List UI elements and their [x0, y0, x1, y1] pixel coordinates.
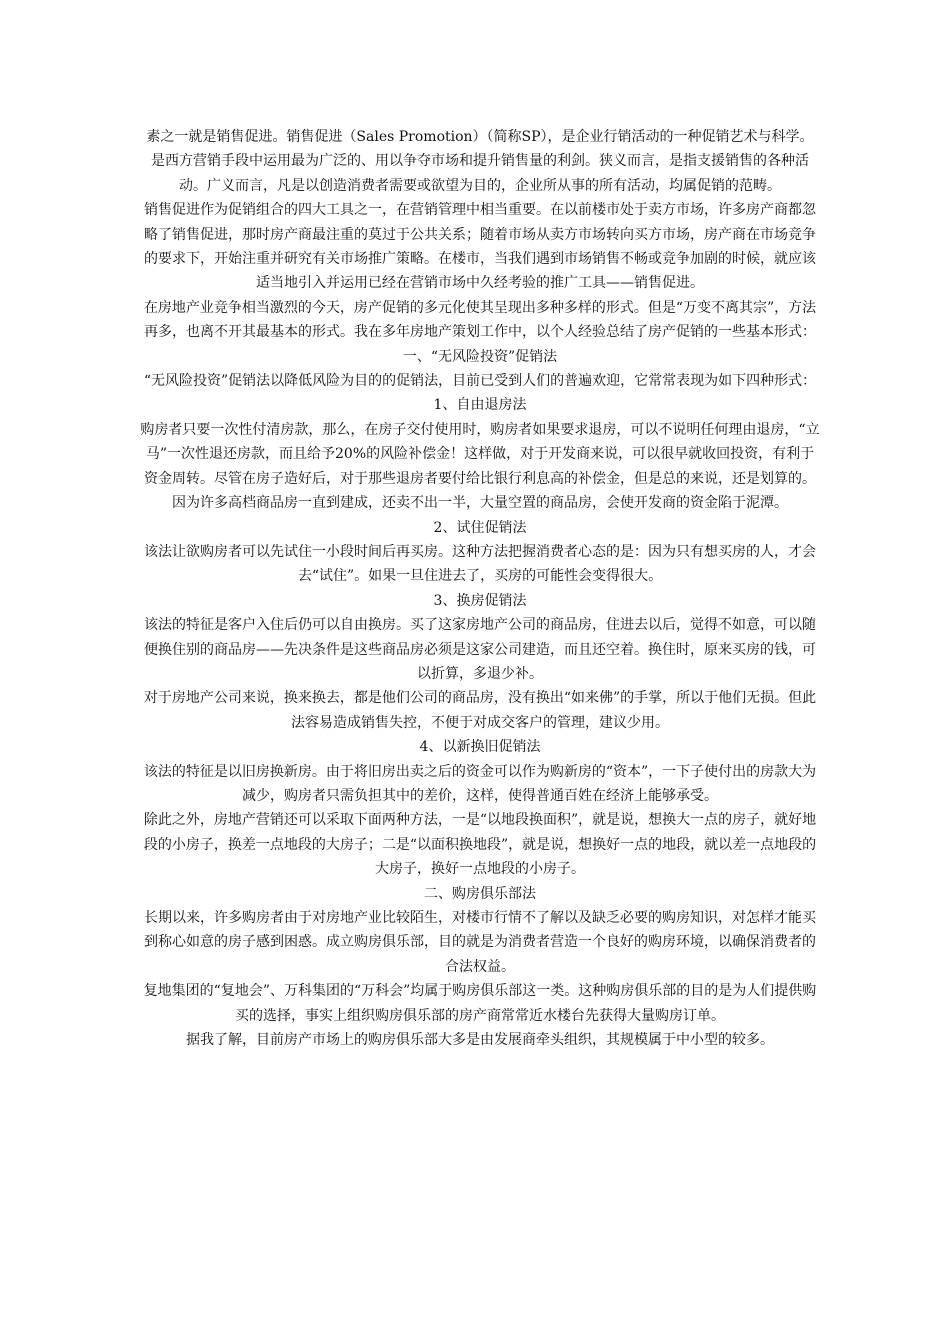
paragraph-buyer-club-market: 据我了解，目前房产市场上的购房俱乐部大多是由发展商牵头组织，其规模属于中小型的较多。: [186, 1032, 774, 1049]
paragraph-old-for-new: 该法的特征是以旧房换新房。由于将旧房出卖之后的资金可以作为购新房的“资本”，一下子使付出的房款大为减少，购房者只需负担其中的差价，这样，使得普通百姓在经济上能够承受。: [143, 763, 817, 804]
document-body: [140, 125, 820, 1052]
paragraph-no-risk-intro: “无风险投资”促销法以降低风险为目的的促销法，目前已受到人们的普遍欢迎，它常常表现为如下四种形式：: [143, 373, 817, 390]
heading-old-for-new: 4、以新换旧促销法: [419, 739, 541, 756]
heading-trial-stay: 2、试住促销法: [433, 519, 527, 536]
heading-no-risk-investment: 一、“无风险投资”促销法: [402, 348, 558, 365]
heading-house-exchange: 3、换房促销法: [433, 592, 527, 609]
paragraph-house-exchange-note: 对于房地产公司来说，换来换去，都是他们公司的商品房，没有换出“如来佛”的手掌，所以于他们无损。但此法容易造成销售失控，不便于对成交客户的管理，建议少用。: [143, 690, 817, 731]
paragraph-trial-stay: 该法让欲购房者可以先试住一小段时间后再买房。这种方法把握消费者心态的是：因为只有想买房的人，才会去“试住”。如果一旦住进去了，买房的可能性会变得很大。: [144, 543, 816, 585]
heading-buyer-club: 二、购房俱乐部法: [424, 885, 536, 902]
paragraph-house-exchange: 该法的特征是客户入住后仍可以自由换房。买了这家房地产公司的商品房，住进去以后，觉得不如意，可以随便换住别的商品房——先决条件是这些商品房必须是这家公司建造，而且还空着。换住时，原来买房的钱，可以折算，多退少补。: [144, 617, 816, 682]
heading-free-return: 1、自由退房法: [433, 397, 527, 414]
paragraph-sp-definition: 素之一就是销售促进。销售促进（Sales Promotion）（简称SP），是企业行销活动的一种促销艺术与科学。是西方营销手段中运用最为广泛的、用以争夺市场和提升销售量的利剑。狭义而言，是指支援销售的各种活动。广义而言，凡是以创造消费者需要或欲望为目的，企业所从事的所有活动，均属促销的范畴。: [146, 129, 814, 194]
paragraph-location-area-swap: 除此之外，房地产营销还可以采取下面两种方法，一是“以地段换面积”，就是说，想换大一点的房子，就好地段的小房子，换差一点地段的大房子；二是“以面积换地段”，就是说，想换好一点的地段，就以差一点地段的大房子，换好一点地段的小房子。: [143, 812, 817, 878]
paragraph-sales-promotion-importance: 销售促进作为促销组合的四大工具之一，在营销管理中相当重要。在以前楼市处于卖方市场，许多房产商都忽略了销售促进，那时房产商最注重的莫过于公共关系；随着市场从卖方市场转向买方市场，房产商在市场竞争的要求下，开始注重并研究有关市场推广策略。在楼市，当我们遇到市场销售不畅或竞争加剧的时候，就应该适当地引入并运用已经在营销市场中久经考验的推广工具——销售促进。: [144, 202, 816, 292]
paragraph-promotion-forms-intro: 在房地产业竞争相当激烈的今天，房产促销的多元化使其呈现出多种多样的形式。但是“万变不离其宗”，方法再多，也离不开其最基本的形式。我在多年房地产策划工作中，以个人经验总结了房产促销的一些基本形式：: [143, 299, 817, 341]
paragraph-buyer-club-purpose: 长期以来，许多购房者由于对房地产业比较陌生，对楼市行情不了解以及缺乏必要的购房知识，对怎样才能买到称心如意的房子感到困惑。成立购房俱乐部，目的就是为消费者营造一个良好的购房环境，以确保消费者的合法权益。: [144, 910, 816, 975]
paragraph-buyer-club-examples: 复地集团的“复地会”、万科集团的“万科会”均属于购房俱乐部这一类。这种购房俱乐部的目的是为人们提供购买的选择，事实上组织购房俱乐部的房产商常常近水楼台先获得大量购房订单。: [143, 983, 817, 1024]
paragraph-free-return: 购房者只要一次性付清房款，那么，在房子交付使用时，购房者如果要求退房，可以不说明任何理由退房，“立马”一次性退还房款，而且给予20%的风险补偿金！这样做，对于开发商来说，可以很早就收回投资，有利于资金周转。尽管在房子造好后，对于那些退房者要付给比银行利息高的补偿金，但是总的来说，还是划算的。因为许多高档商品房一直到建成，还卖不出一半，大量空置的商品房，会使开发商的资金陷于泥潭。: [140, 421, 820, 512]
